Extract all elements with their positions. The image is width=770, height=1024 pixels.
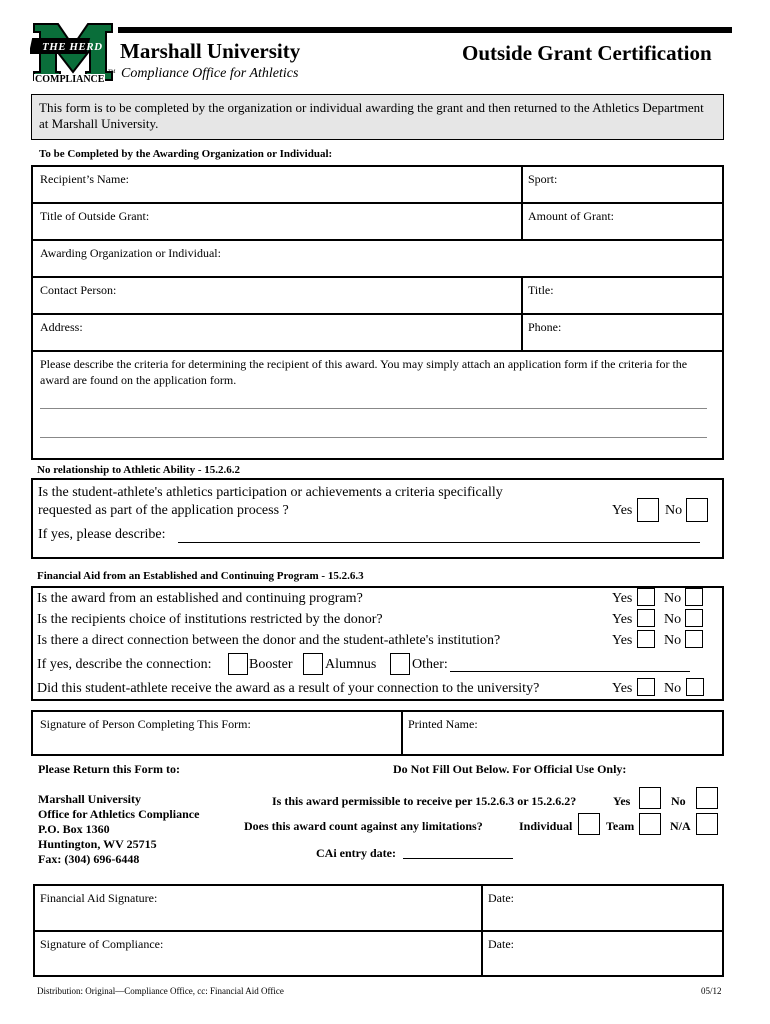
sport-field[interactable]: Sport: [528,172,558,186]
criteria-line-1[interactable] [40,408,707,409]
address-line: Marshall University [38,792,141,806]
awarding-organization-field[interactable]: Awarding Organization or Individual: [40,246,221,260]
team-label: Team [606,819,635,833]
section2-heading: No relationship to Athletic Ability - 15.2.6.2 [37,464,240,476]
limitations-question: Does this award count against any limitations? [244,819,483,833]
describe-label: If yes, please describe: [38,527,166,542]
q4-yes-checkbox[interactable] [637,678,655,696]
cai-entry-label: CAi entry date: [316,846,396,860]
yes-label: Yes [612,633,633,648]
no-label: No [664,633,682,648]
athletic-question-line1: Is the student-athlete's athletics participation or achievements a criteria specifically [38,485,503,500]
university-name: Marshall University [120,39,301,63]
return-address [38,792,199,867]
official-yes-label: Yes [613,794,631,808]
no-label: No [665,503,683,518]
q1-no-checkbox[interactable] [685,588,703,606]
na-label: N/A [670,819,691,833]
recipient-name-field[interactable]: Recipient’s Name: [40,172,129,186]
no-label: No [664,591,682,606]
q1-yes-checkbox[interactable] [637,588,655,606]
q2-no-checkbox[interactable] [685,609,703,627]
booster-label: Booster [249,657,293,672]
question-choice-restricted: Is the recipients choice of institutions restricted by the donor? [37,612,383,627]
title-field[interactable]: Title: [528,283,554,297]
address-line: Office for Athletics Compliance [38,807,200,821]
contact-person-field[interactable]: Contact Person: [40,283,117,297]
printed-name-field[interactable]: Printed Name: [408,717,478,731]
address-line: Fax: (304) 696-6448 [38,852,140,866]
section3-heading: Financial Aid from an Established and Continuing Program - 15.2.6.3 [37,570,364,582]
address-line: Huntington, WV 25715 [38,837,157,851]
logo-herd-text: THE HERD [42,41,103,53]
athletic-yes-checkbox[interactable] [637,498,659,522]
permissible-no-checkbox[interactable] [696,787,718,809]
other-checkbox[interactable] [390,653,410,675]
intro-text: This form is to be completed by the organization or individual awarding the grant and then returned to the Athletics Department at Marshall University. [39,100,704,131]
logo-compliance-text: COMPLIANCE [35,74,105,85]
form-title: Outside Grant Certification [462,41,712,65]
grant-title-field[interactable]: Title of Outside Grant: [40,209,150,223]
other-label: Other: [412,657,448,672]
athletic-no-checkbox[interactable] [686,498,708,522]
logo-tm: TM [108,70,116,75]
header-rule [118,27,732,33]
office-name: Compliance Office for Athletics [121,66,299,81]
signature-person-field[interactable]: Signature of Person Completing This Form: [40,717,251,731]
grant-amount-field[interactable]: Amount of Grant: [528,209,614,223]
address-line: P.O. Box 1360 [38,822,110,836]
logo [30,20,116,86]
na-checkbox[interactable] [696,813,718,835]
no-label: No [664,681,682,696]
question-direct-connection: Is there a direct connection between the donor and the student-athlete's institution? [37,633,501,648]
cai-entry-line[interactable] [403,858,513,859]
permissible-yes-checkbox[interactable] [639,787,661,809]
q4-no-checkbox[interactable] [686,678,704,696]
yes-label: Yes [612,503,633,518]
connection-label: If yes, describe the connection: [37,657,212,672]
alumnus-label: Alumnus [325,657,377,672]
q3-no-checkbox[interactable] [685,630,703,648]
describe-line[interactable] [178,542,700,543]
booster-checkbox[interactable] [228,653,248,675]
official-heading: Do Not Fill Out Below. For Official Use Only: [393,762,627,776]
intro-box [31,94,724,140]
financial-aid-date-field[interactable]: Date: [488,891,514,905]
question-award-result: Did this student-athlete receive the award as a result of your connection to the university? [37,681,540,696]
athletic-question-line2: requested as part of the application process ? [38,503,289,518]
team-checkbox[interactable] [639,813,661,835]
address-field[interactable]: Address: [40,320,83,334]
q3-yes-checkbox[interactable] [637,630,655,648]
criteria-line-2[interactable] [40,437,707,438]
yes-label: Yes [612,681,633,696]
compliance-signature-field[interactable]: Signature of Compliance: [40,937,164,951]
permissible-question: Is this award permissible to receive per 15.2.6.3 or 15.2.6.2? [272,794,577,808]
financial-aid-signature-field[interactable]: Financial Aid Signature: [40,891,158,905]
return-heading: Please Return this Form to: [38,762,180,776]
individual-label: Individual [519,819,573,833]
yes-label: Yes [612,612,633,627]
other-line[interactable] [450,671,690,672]
yes-label: Yes [612,591,633,606]
individual-checkbox[interactable] [578,813,600,835]
section1-heading: To be Completed by the Awarding Organization or Individual: [39,148,333,160]
alumnus-checkbox[interactable] [303,653,323,675]
phone-field[interactable]: Phone: [528,320,562,334]
no-label: No [664,612,682,627]
criteria-text: Please describe the criteria for determining the recipient of this award. You may simply attach an application form if the criteria for the award are found on the application form. [40,357,688,387]
compliance-date-field[interactable]: Date: [488,937,514,951]
q2-yes-checkbox[interactable] [637,609,655,627]
distribution-note: Distribution: Original—Compliance Office, cc: Financial Aid Office [37,986,284,996]
official-no-label: No [671,794,686,808]
revision-date: 05/12 [701,986,722,996]
question-established-program: Is the award from an established and continuing program? [37,591,363,606]
